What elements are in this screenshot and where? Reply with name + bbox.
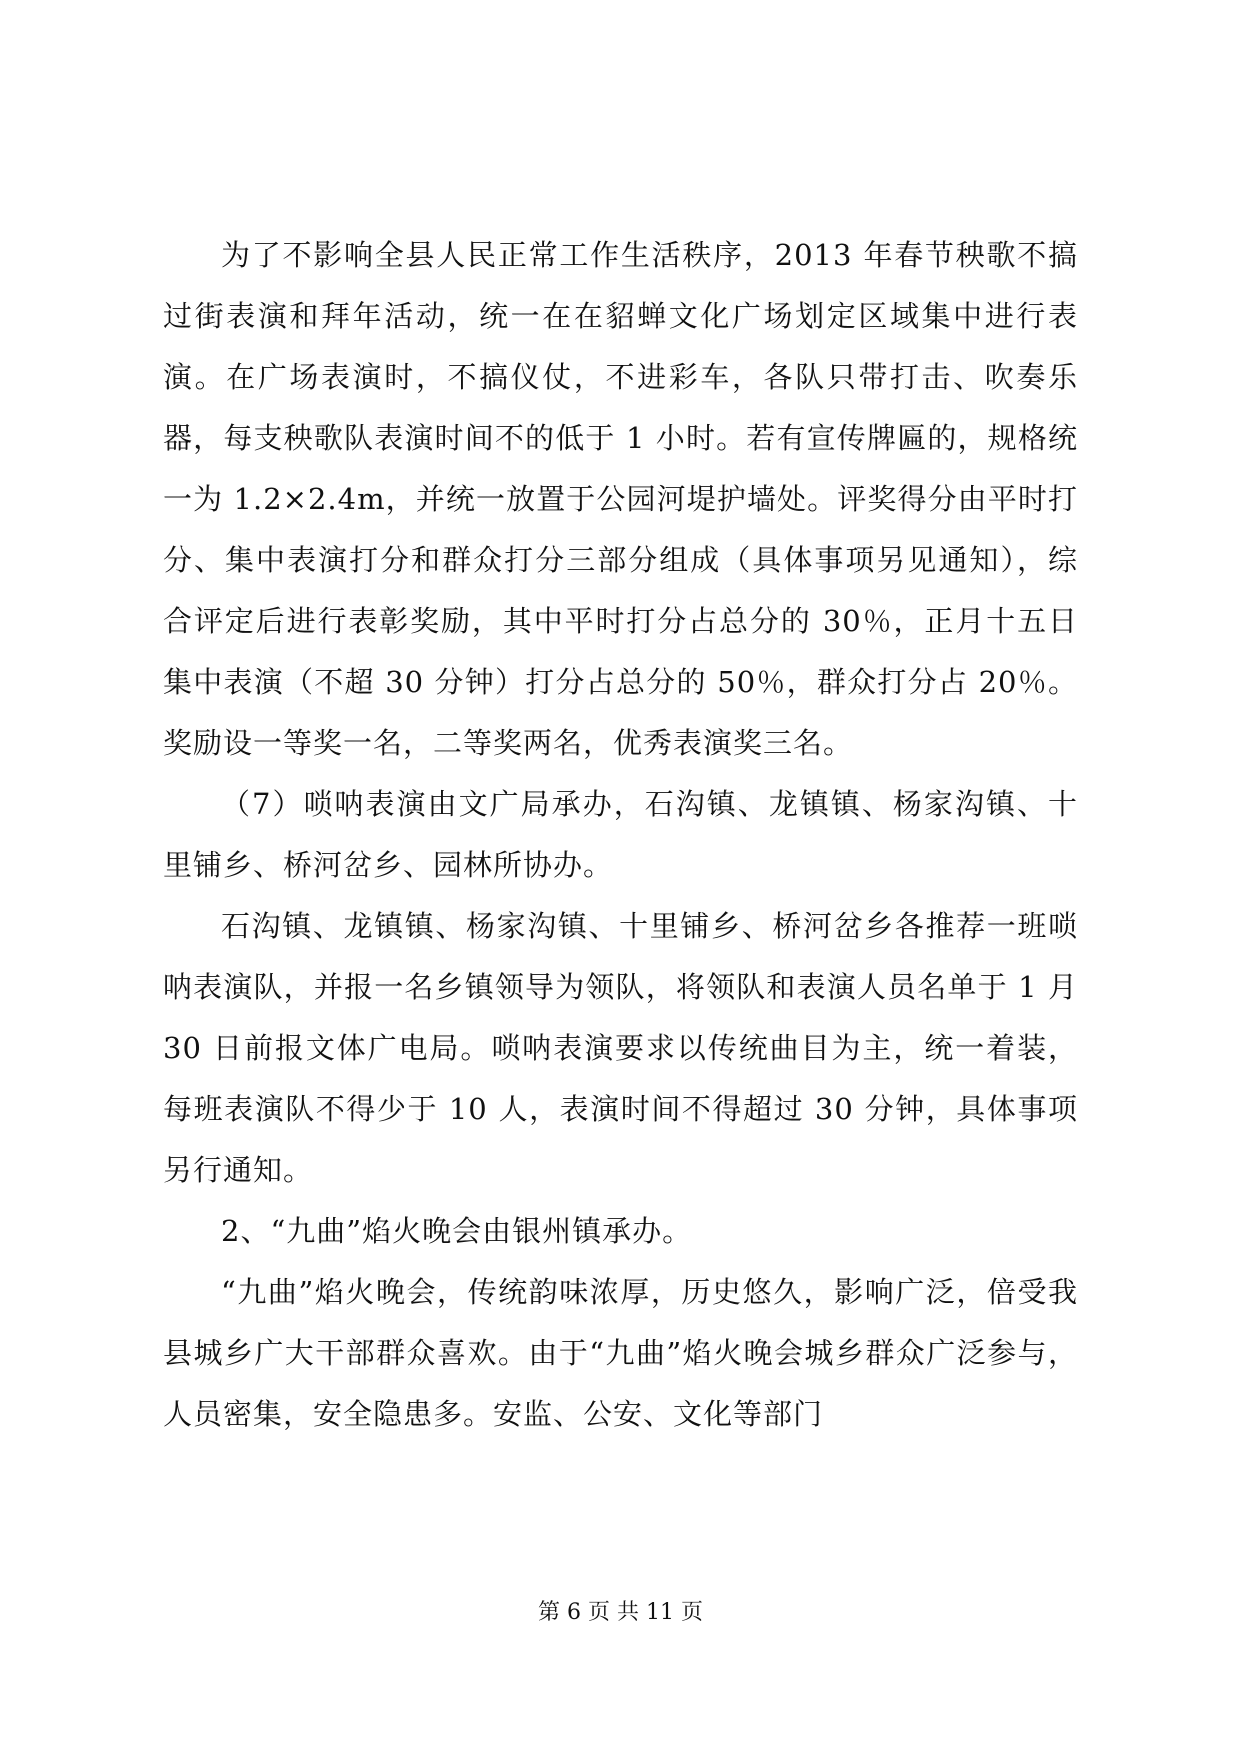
- paragraph-jiuqu-description: “九曲”焰火晚会，传统韵味浓厚，历史悠久，影响广泛，倍受我县城乡广大干部群众喜欢。由于“九曲”焰火晚会城乡群众广泛参与，人员密集，安全隐患多。安监、公安、文化等部门: [163, 1275, 1078, 1431]
- page-number-footer: 第 6 页 共 11 页: [538, 1600, 703, 1625]
- paragraph-suona-organizer: （7）唢呐表演由文广局承办，石沟镇、龙镇镇、杨家沟镇、十里铺乡、桥河岔乡、园林所协办。: [163, 787, 1078, 882]
- paragraph-suona-requirements: 石沟镇、龙镇镇、杨家沟镇、十里铺乡、桥河岔乡各推荐一班唢呐表演队，并报一名乡镇领导为领队，将领队和表演人员名单于 1 月 30 日前报文体广电局。唢呐表演要求以传统曲目为主，统一着装，每班表演队不得少于 10 人，表演时间不得超过 30 分钟，具体事项另行通知。: [163, 909, 1078, 1187]
- document-body: [163, 225, 1078, 1445]
- paragraph-jiuqu-organizer: 2、“九曲”焰火晚会由银州镇承办。: [221, 1214, 693, 1248]
- paragraph-yangge-rules: 为了不影响全县人民正常工作生活秩序，2013 年春节秧歌不搞过街表演和拜年活动，统一在在貂蝉文化广场划定区域集中进行表演。在广场表演时，不搞仪仗，不进彩车，各队只带打击、吹奏乐器，每支秧歌队表演时间不的低于 1 小时。若有宣传牌匾的，规格统一为 1.2×2.4m，并统一放置于公园河堤护墙处。评奖得分由平时打分、集中表演打分和群众打分三部分组成（具体事项另见通知），综合评定后进行表彰奖励，其中平时打分占总分的 30％，正月十五日集中表演（不超 30 分钟）打分占总分的 50％，群众打分占 20％。奖励设一等奖一名，二等奖两名，优秀表演奖三名。: [163, 238, 1078, 760]
